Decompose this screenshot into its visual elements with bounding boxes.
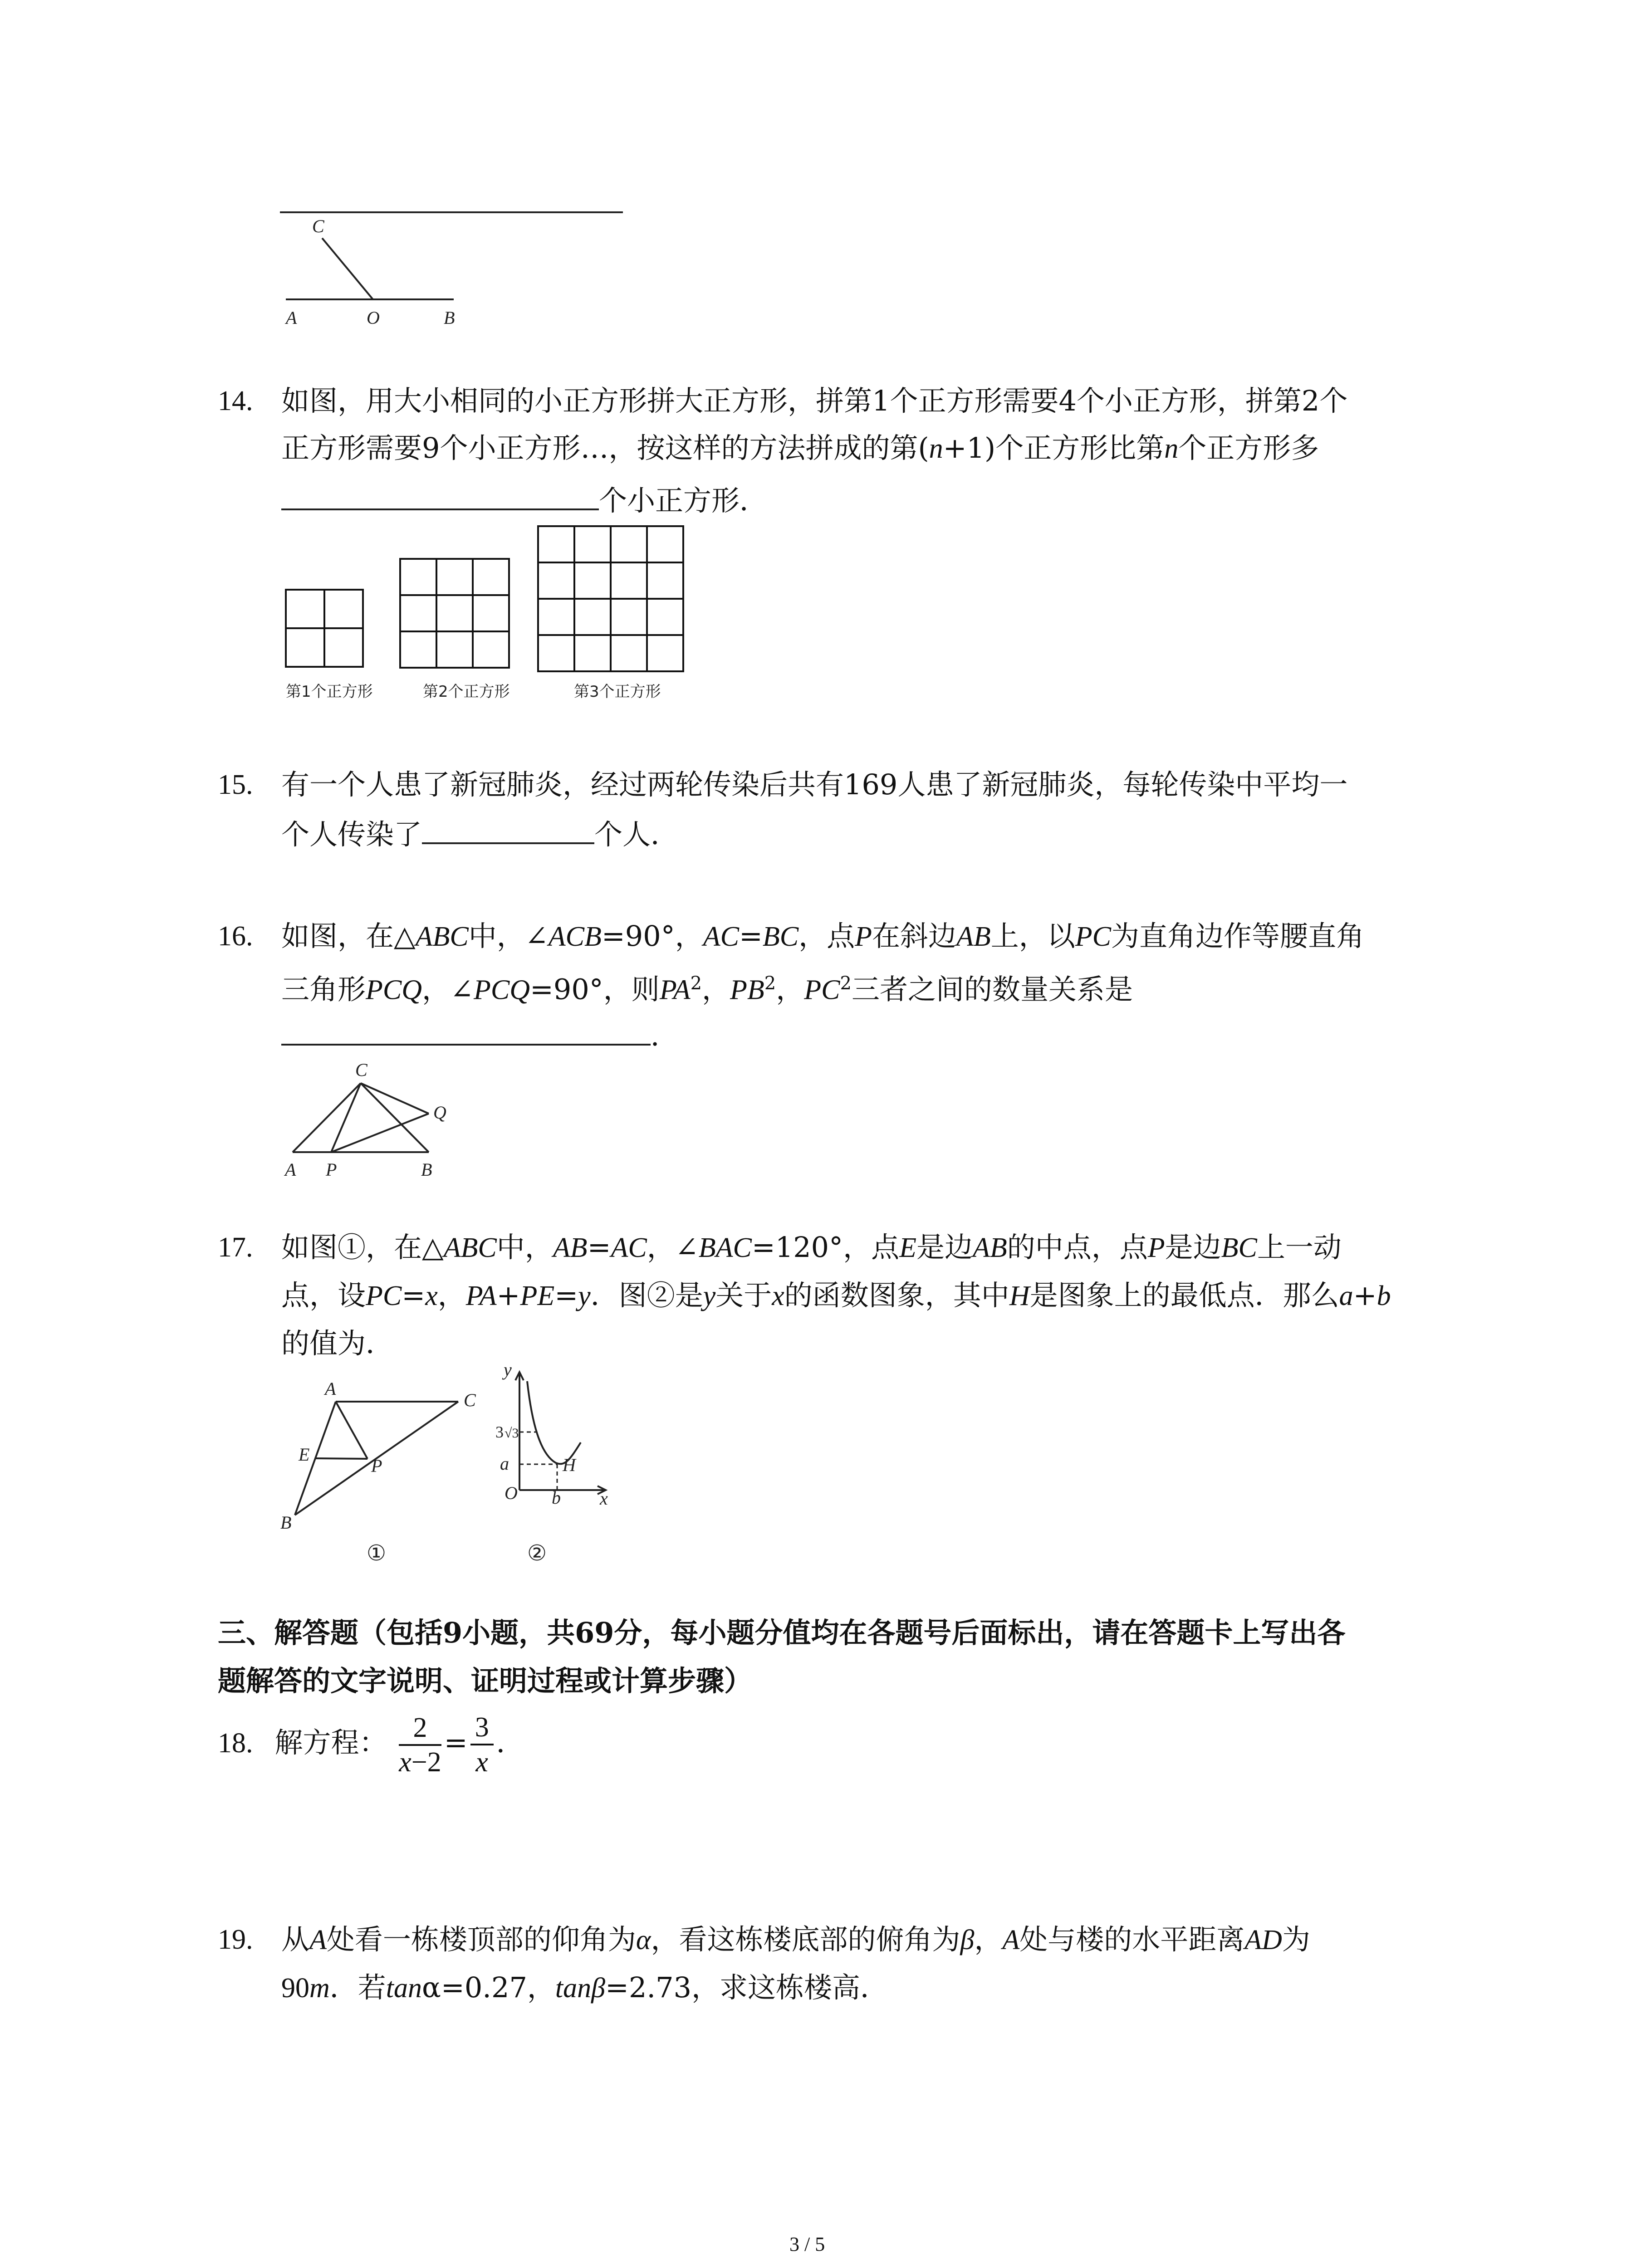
q15-line2-b: 个人． [594, 818, 679, 851]
q15-line2 [281, 812, 679, 857]
q17-fig2-label-x: x [600, 1488, 608, 1509]
q19-l2-h: =2.73，求这栋楼高． [605, 1971, 889, 2004]
q13-label-c: C [312, 216, 324, 236]
q16-l2-b: PCQ [366, 974, 422, 1006]
q15-line2-a: 个人传染了 [281, 818, 422, 851]
q17-l1-q: 上一动 [1257, 1231, 1342, 1264]
q17-l2-r: a [1339, 1281, 1353, 1311]
q16-l1-l: AB [956, 921, 991, 952]
q19-line2 [281, 1965, 888, 2011]
section3-heading-line1: 三、解答题（包括9小题，共69分，每小题分值均在各题号后面标出，请在答题卡上写出各 [218, 1616, 1346, 1649]
q17-l2-k: ．图②是 [590, 1279, 703, 1312]
q18-f2-denominator [470, 1745, 494, 1779]
q16-label-q: Q [433, 1102, 446, 1123]
q17-l1-k: 是边 [916, 1231, 973, 1264]
q16-number: 16. [218, 921, 253, 952]
q14-caption-2: 第2个正方形 [423, 683, 510, 701]
q16-l1-a: 如图，在△ [281, 919, 416, 953]
q17-l2-q: 是图象上的最低点．那么 [1029, 1279, 1339, 1312]
q18-fraction-1 [399, 1711, 441, 1779]
q17-l1-j: E [899, 1232, 916, 1263]
q16-l1-m: 上，以 [990, 919, 1075, 953]
q17-l2-n: x [772, 1281, 784, 1311]
q19-l1-b: A [309, 1925, 327, 1955]
q16-label-b: B [421, 1159, 432, 1180]
q16-l2-m: 2 [840, 973, 852, 994]
q17-l2-p: H [1009, 1281, 1030, 1311]
q18-f2-numerator: 3 [470, 1711, 494, 1745]
q16-l1-i: ，点 [798, 919, 855, 953]
q17-fig2-caption: ② [527, 1541, 547, 1565]
q17-figure-2 [476, 1354, 622, 1581]
q17-l2-g: + [496, 1279, 520, 1312]
q17-fig2-label-y: y [504, 1359, 512, 1380]
q17-fig2-curve [527, 1381, 581, 1464]
q18-f1-numerator: 2 [399, 1711, 441, 1746]
q14-line2 [281, 425, 1319, 471]
q17-fig2-label-h: H [563, 1455, 576, 1475]
q16-l2-d: PCQ [473, 974, 530, 1006]
q14-figure [281, 522, 690, 712]
q15-number: 15. [218, 769, 253, 800]
q13-figure [272, 213, 463, 336]
q19-l1-g: ， [974, 1923, 1003, 1956]
q17-l1-o: 是边 [1165, 1231, 1221, 1264]
q16-l1-b: ABC [415, 921, 469, 952]
q18-text: 解方程： [274, 1726, 387, 1759]
q19-l1-d: α [636, 1925, 651, 1955]
q17-fig2-label-3: 3 [495, 1423, 504, 1441]
q16-l1-n: PC [1075, 921, 1112, 952]
q14-line3 [281, 478, 768, 523]
q17-l1-f: AC [611, 1232, 647, 1263]
q17-fig2-label-sqrt3: √3 [505, 1426, 519, 1441]
q14-caption-3: 第3个正方形 [574, 683, 661, 701]
q18-end: ． [496, 1726, 524, 1759]
q16-l2-j: 2 [764, 973, 776, 994]
q13-label-b: B [444, 308, 455, 328]
q17-fig1-label-e: E [299, 1444, 310, 1465]
q19-l1-e: ，看这栋楼底部的俯角为 [651, 1923, 960, 1956]
q13-ray-oc [322, 238, 373, 299]
q16-l1-c: 中，∠ [468, 919, 549, 953]
q17-fig1-label-p: P [371, 1456, 382, 1476]
q16-l1-g: = [739, 919, 763, 953]
q16-l2-h: ， [702, 973, 730, 1006]
q16-l1-o: 为直角边作等腰直角 [1111, 919, 1365, 953]
q14-line1: 如图，用大小相同的小正方形拼大正方形，拼第1个正方形需要4个小正方形，拼第2个 [281, 384, 1348, 417]
q17-l2-h: PE [520, 1281, 555, 1311]
q14-square-1 [286, 590, 363, 667]
q17-l2-b: PC [366, 1281, 402, 1311]
q18-number: 18. [218, 1728, 253, 1759]
q17-line2 [281, 1273, 1391, 1319]
q16-line3 [281, 1013, 679, 1059]
q16-l2-f: PA [659, 974, 691, 1006]
q19-number: 19. [218, 1924, 253, 1955]
q17-l1-i: =120°，点 [751, 1231, 900, 1264]
q14-line2-a: 正方形需要9个小正方形…，按这样的方法拼成的第( [281, 431, 929, 464]
q17-fig1-label-a: A [325, 1378, 336, 1399]
q17-l1-p: BC [1221, 1232, 1257, 1263]
q16-l2-i: PB [730, 974, 764, 1006]
q14-line2-c: 个正方形多 [1178, 431, 1319, 464]
q17-l1-l: AB [973, 1232, 1007, 1263]
q17-l1-h: BAC [698, 1232, 752, 1263]
q14-var-n2: n [1164, 433, 1179, 464]
q19-l1-f: β [960, 1925, 975, 1955]
q19-l1-i: 处与楼的水平距离 [1019, 1923, 1245, 1956]
q16-l1-h: BC [762, 921, 799, 952]
q16-l2-e: =90°，则 [529, 973, 660, 1006]
q17-l2-a: 点，设 [281, 1279, 366, 1312]
q17-fig2-label-o: O [505, 1483, 518, 1503]
q18-f1-den-minus2: −2 [411, 1746, 441, 1778]
q17-l1-d: AB [553, 1232, 588, 1263]
q17-number: 17. [218, 1232, 253, 1263]
q16-line2 [281, 961, 1133, 1013]
q17-l2-m: 关于 [715, 1279, 772, 1312]
q17-fig1-ap [336, 1402, 367, 1459]
q17-l1-a: 如图①，在△ [281, 1231, 444, 1264]
q16-l2-l: PC [804, 974, 840, 1006]
q17-l2-j: y [578, 1281, 591, 1311]
q17-l2-c: = [402, 1279, 426, 1312]
q18-f2-den-x: x [475, 1747, 488, 1778]
q16-l1-d: ACB [548, 921, 602, 952]
q17-l1-n: P [1147, 1232, 1165, 1263]
q14-number: 14. [218, 386, 253, 416]
q14-var-n1: n [929, 433, 943, 464]
q18-fraction-2 [470, 1711, 494, 1779]
q15-line1: 有一个人患了新冠肺炎，经过两轮传染后共有169人患了新冠肺炎，每轮传染中平均一 [281, 768, 1348, 801]
q19-l2-b: m [309, 1973, 330, 2004]
q17-l2-i: = [554, 1279, 578, 1312]
q17-fig1-label-c: C [464, 1390, 476, 1410]
q17-l2-e: ， [437, 1279, 466, 1312]
q15-answer-blank[interactable] [422, 819, 594, 844]
q19-l1-j: AD [1244, 1925, 1282, 1955]
q19-l2-g: β [591, 1973, 606, 2004]
q19-line1 [281, 1917, 1310, 1963]
q17-l1-b: ABC [443, 1232, 497, 1263]
q17-l1-g: ，∠ [647, 1231, 699, 1264]
q17-fig1-ep [315, 1458, 367, 1459]
q16-l1-e: =90°， [601, 919, 703, 953]
q19-l1-h: A [1002, 1925, 1020, 1955]
q14-caption-1: 第1个正方形 [286, 683, 373, 701]
q17-line3: 的值为． [281, 1327, 394, 1360]
q17-l2-o: 的函数图象，其中 [784, 1279, 1009, 1312]
q18-equals: = [444, 1726, 468, 1759]
q16-seg-cq [361, 1083, 429, 1114]
q16-l2-k: ， [776, 973, 804, 1006]
q19-l2-f: tan [555, 1973, 592, 2004]
q17-fig2-label-b: b [552, 1487, 561, 1508]
q14-square-2 [400, 559, 509, 668]
q16-l3: ． [651, 1019, 679, 1052]
q16-label-c: C [355, 1060, 367, 1080]
q19-l1-k: 为 [1282, 1923, 1310, 1956]
q16-answer-blank[interactable] [281, 1020, 651, 1046]
q16-side-ac [293, 1083, 361, 1152]
q17-l2-d: x [425, 1281, 438, 1311]
q13-label-o: O [367, 308, 380, 328]
q19-l2-c: ．若 [329, 1971, 386, 2004]
q17-l2-f: PA [465, 1281, 497, 1311]
q19-l1-c: 处看一栋楼顶部的仰角为 [326, 1923, 636, 1956]
q14-line3-text: 个小正方形． [599, 484, 768, 517]
q16-l2-n: 三者之间的数量关系是 [851, 973, 1133, 1006]
q18-f1-den-x: x [399, 1746, 411, 1778]
q13-label-a: A [286, 308, 297, 328]
q16-l1-f: AC [703, 921, 739, 952]
page-number: 3 / 5 [789, 2233, 825, 2255]
q17-l1-c: 中， [496, 1231, 553, 1264]
q19-l1-a: 从 [281, 1923, 310, 1956]
q17-l2-l: y [703, 1281, 716, 1311]
q17-fig1-label-b: B [280, 1512, 292, 1533]
q16-figure [272, 1057, 481, 1184]
q17-fig2-label-a: a [500, 1453, 509, 1474]
q14-square-3 [538, 526, 683, 671]
q18-line [218, 1706, 524, 1779]
q16-l1-k: 在斜边 [872, 919, 957, 953]
q16-l1-j: P [855, 921, 872, 952]
q18-f1-denominator [399, 1746, 441, 1779]
q14-answer-blank[interactable] [281, 485, 599, 510]
q16-line1 [281, 914, 1364, 959]
q19-l2-a: 90 [281, 1973, 309, 2004]
section3-heading-line2: 题解答的文字说明、证明过程或计算步骤） [218, 1664, 753, 1697]
q17-figure-1 [272, 1370, 481, 1574]
q17-l2-s: + [1353, 1279, 1377, 1312]
q16-l2-g: 2 [690, 973, 702, 994]
q14-line2-b: +1)个正方形比第 [943, 431, 1165, 464]
q16-l2-c: ，∠ [422, 973, 474, 1006]
q16-label-a: A [285, 1159, 296, 1180]
q19-l2-d: tan [386, 1973, 422, 2004]
q17-l1-m: 的中点，点 [1007, 1231, 1148, 1264]
q17-l2-t: b [1376, 1281, 1391, 1311]
q17-l1-e: = [587, 1231, 611, 1264]
q19-l2-e: α=0.27， [422, 1971, 555, 2004]
q17-line1 [281, 1225, 1342, 1271]
q17-fig1-caption: ① [367, 1541, 387, 1565]
q16-label-p: P [326, 1159, 337, 1180]
q16-l2-a: 三角形 [281, 973, 366, 1006]
